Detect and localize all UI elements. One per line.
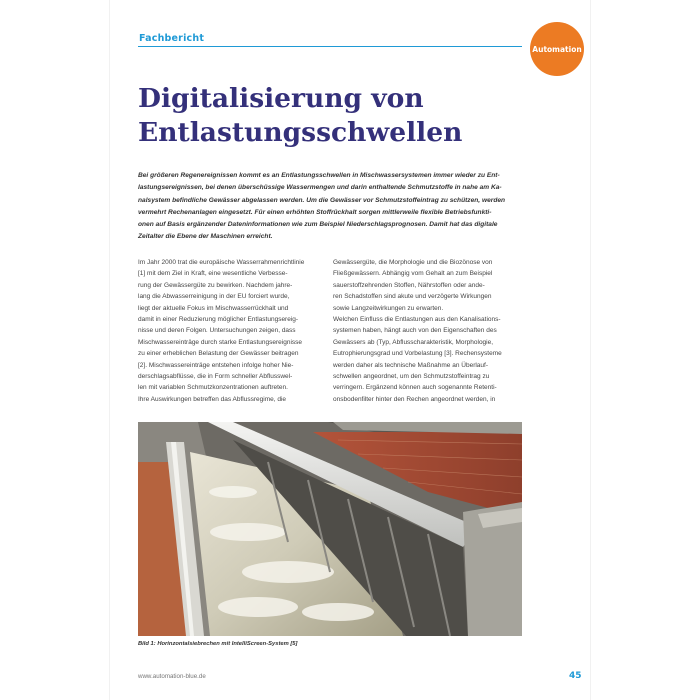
body-line: lang die Abwasserreinigung in der EU forciert wurde, [138, 293, 290, 301]
body-line: systemen haben, hängt auch von den Eigenschaften des [333, 327, 497, 335]
body-line: [2]. Mischwassereinträge entstehen infolge hoher Nie- [138, 361, 294, 369]
body-line: Gewässers ab (Typ, Abflusscharakteristik, Morphologie, [333, 338, 494, 346]
article-title [138, 82, 538, 150]
category-badge-label: Automation [532, 44, 582, 54]
lead-line: Zeitalter die Ebene der Maschinen erreicht. [138, 233, 273, 241]
body-line: verringern. Ergänzend können auch sogenannte Retenti- [333, 384, 497, 392]
body-line: ren Schadstoffen sind akute und verzögerte Wirkungen [333, 293, 492, 301]
body-line: zu einer erheblichen Belastung der Gewässer beitragen [138, 350, 299, 358]
body-line: len mit variablen Schmutzkonzentrationen auftreten. [138, 384, 288, 392]
lead-line: Bei größeren Regenereignissen kommt es an Entlastungsschwellen in Mischwassersystemen immer wieder zu Ent- [138, 172, 500, 179]
section-divider [138, 46, 522, 47]
body-line: liegt der aktuelle Fokus im Mischwasserrückhalt und [138, 304, 289, 312]
body-line: schwellen angeordnet, um den Schmutzstoffeintrag zu [333, 373, 490, 381]
body-column-right [333, 257, 523, 405]
body-line: Welchen Einfluss die Entlastungen aus den Kanalisations- [333, 316, 501, 324]
body-line: Fließgewässern. Abhängig vom Gehalt an zum Beispiel [333, 270, 493, 278]
body-line: Eutrophierungsgrad und Vorbelastung [3]. Rechensysteme [333, 350, 502, 358]
body-line: Mischwassereinträge durch starke Entlastungsereignisse [138, 338, 303, 346]
body-line: derschlagsabflüsse, die in Form schneller Abflusswel- [138, 373, 293, 381]
title-line: Digitalisierung von [138, 83, 424, 114]
body-column-left [138, 257, 328, 405]
screen-channel-illustration [138, 422, 522, 636]
body-line: nisse und deren Folgen. Untersuchungen zeigen, dass [138, 327, 296, 335]
body-line: werden daher als technische Maßnahme an Überlauf- [333, 361, 489, 369]
lead-line: lastungsereignissen, bei denen überschüssige Wassermengen und darin enthaltende Schmutzstoffe in nahe am Ka- [138, 184, 502, 192]
category-badge [530, 22, 584, 76]
article-photo [138, 422, 522, 636]
lead-line: nalsystem befindliche Gewässer abgelassen werden. Um die Gewässer vor Schmutzstoffeintrag zu schützen, werden [138, 196, 506, 204]
body-line: [1] mit dem Ziel in Kraft, eine wesentliche Verbesse- [138, 270, 288, 278]
figure-caption: Bild 1: Horinzontalsiebrechen mit IntelliScreen-System [5] [138, 641, 298, 647]
body-line: onsbodenfilter hinter den Rechen angeordnet werden, in [333, 395, 496, 403]
body-line: rung der Gewässergüte zu bewirken. Nachdem jahre- [138, 281, 293, 289]
body-line: damit in einer Reduzierung möglicher Entlastungsereig- [138, 316, 299, 324]
title-line: Entlastungsschwellen [138, 117, 463, 148]
body-line: sowie Langzeitwirkungen zu erwarten. [333, 304, 444, 312]
section-label: Fachbericht [139, 33, 205, 44]
footer-url: www.automation-blue.de [138, 673, 206, 680]
body-line: Gewässergüte, die Morphologie und die Biozönose von [333, 259, 493, 266]
body-line: sauerstoffzehrenden Stoffen, Nährstoffen oder ande- [333, 281, 485, 289]
page-number: 45 [569, 671, 582, 681]
body-line: Ihre Auswirkungen betreffen das Abflussregime, die [138, 395, 287, 403]
lead-line: onen auf Basis ergänzender Dateninformationen wie zum Beispiel Niederschlagsprognosen. Damit hat das digitale [138, 221, 498, 229]
body-line: Im Jahr 2000 trat die europäische Wasserrahmenrichtlinie [138, 259, 305, 266]
lead-line: vermehrt Rechenanlagen eingesetzt. Für einen erhöhten Stoffrückhalt sorgen mittlerweile flexible Betriebsfunkti- [138, 208, 492, 216]
article-lead [138, 170, 524, 244]
